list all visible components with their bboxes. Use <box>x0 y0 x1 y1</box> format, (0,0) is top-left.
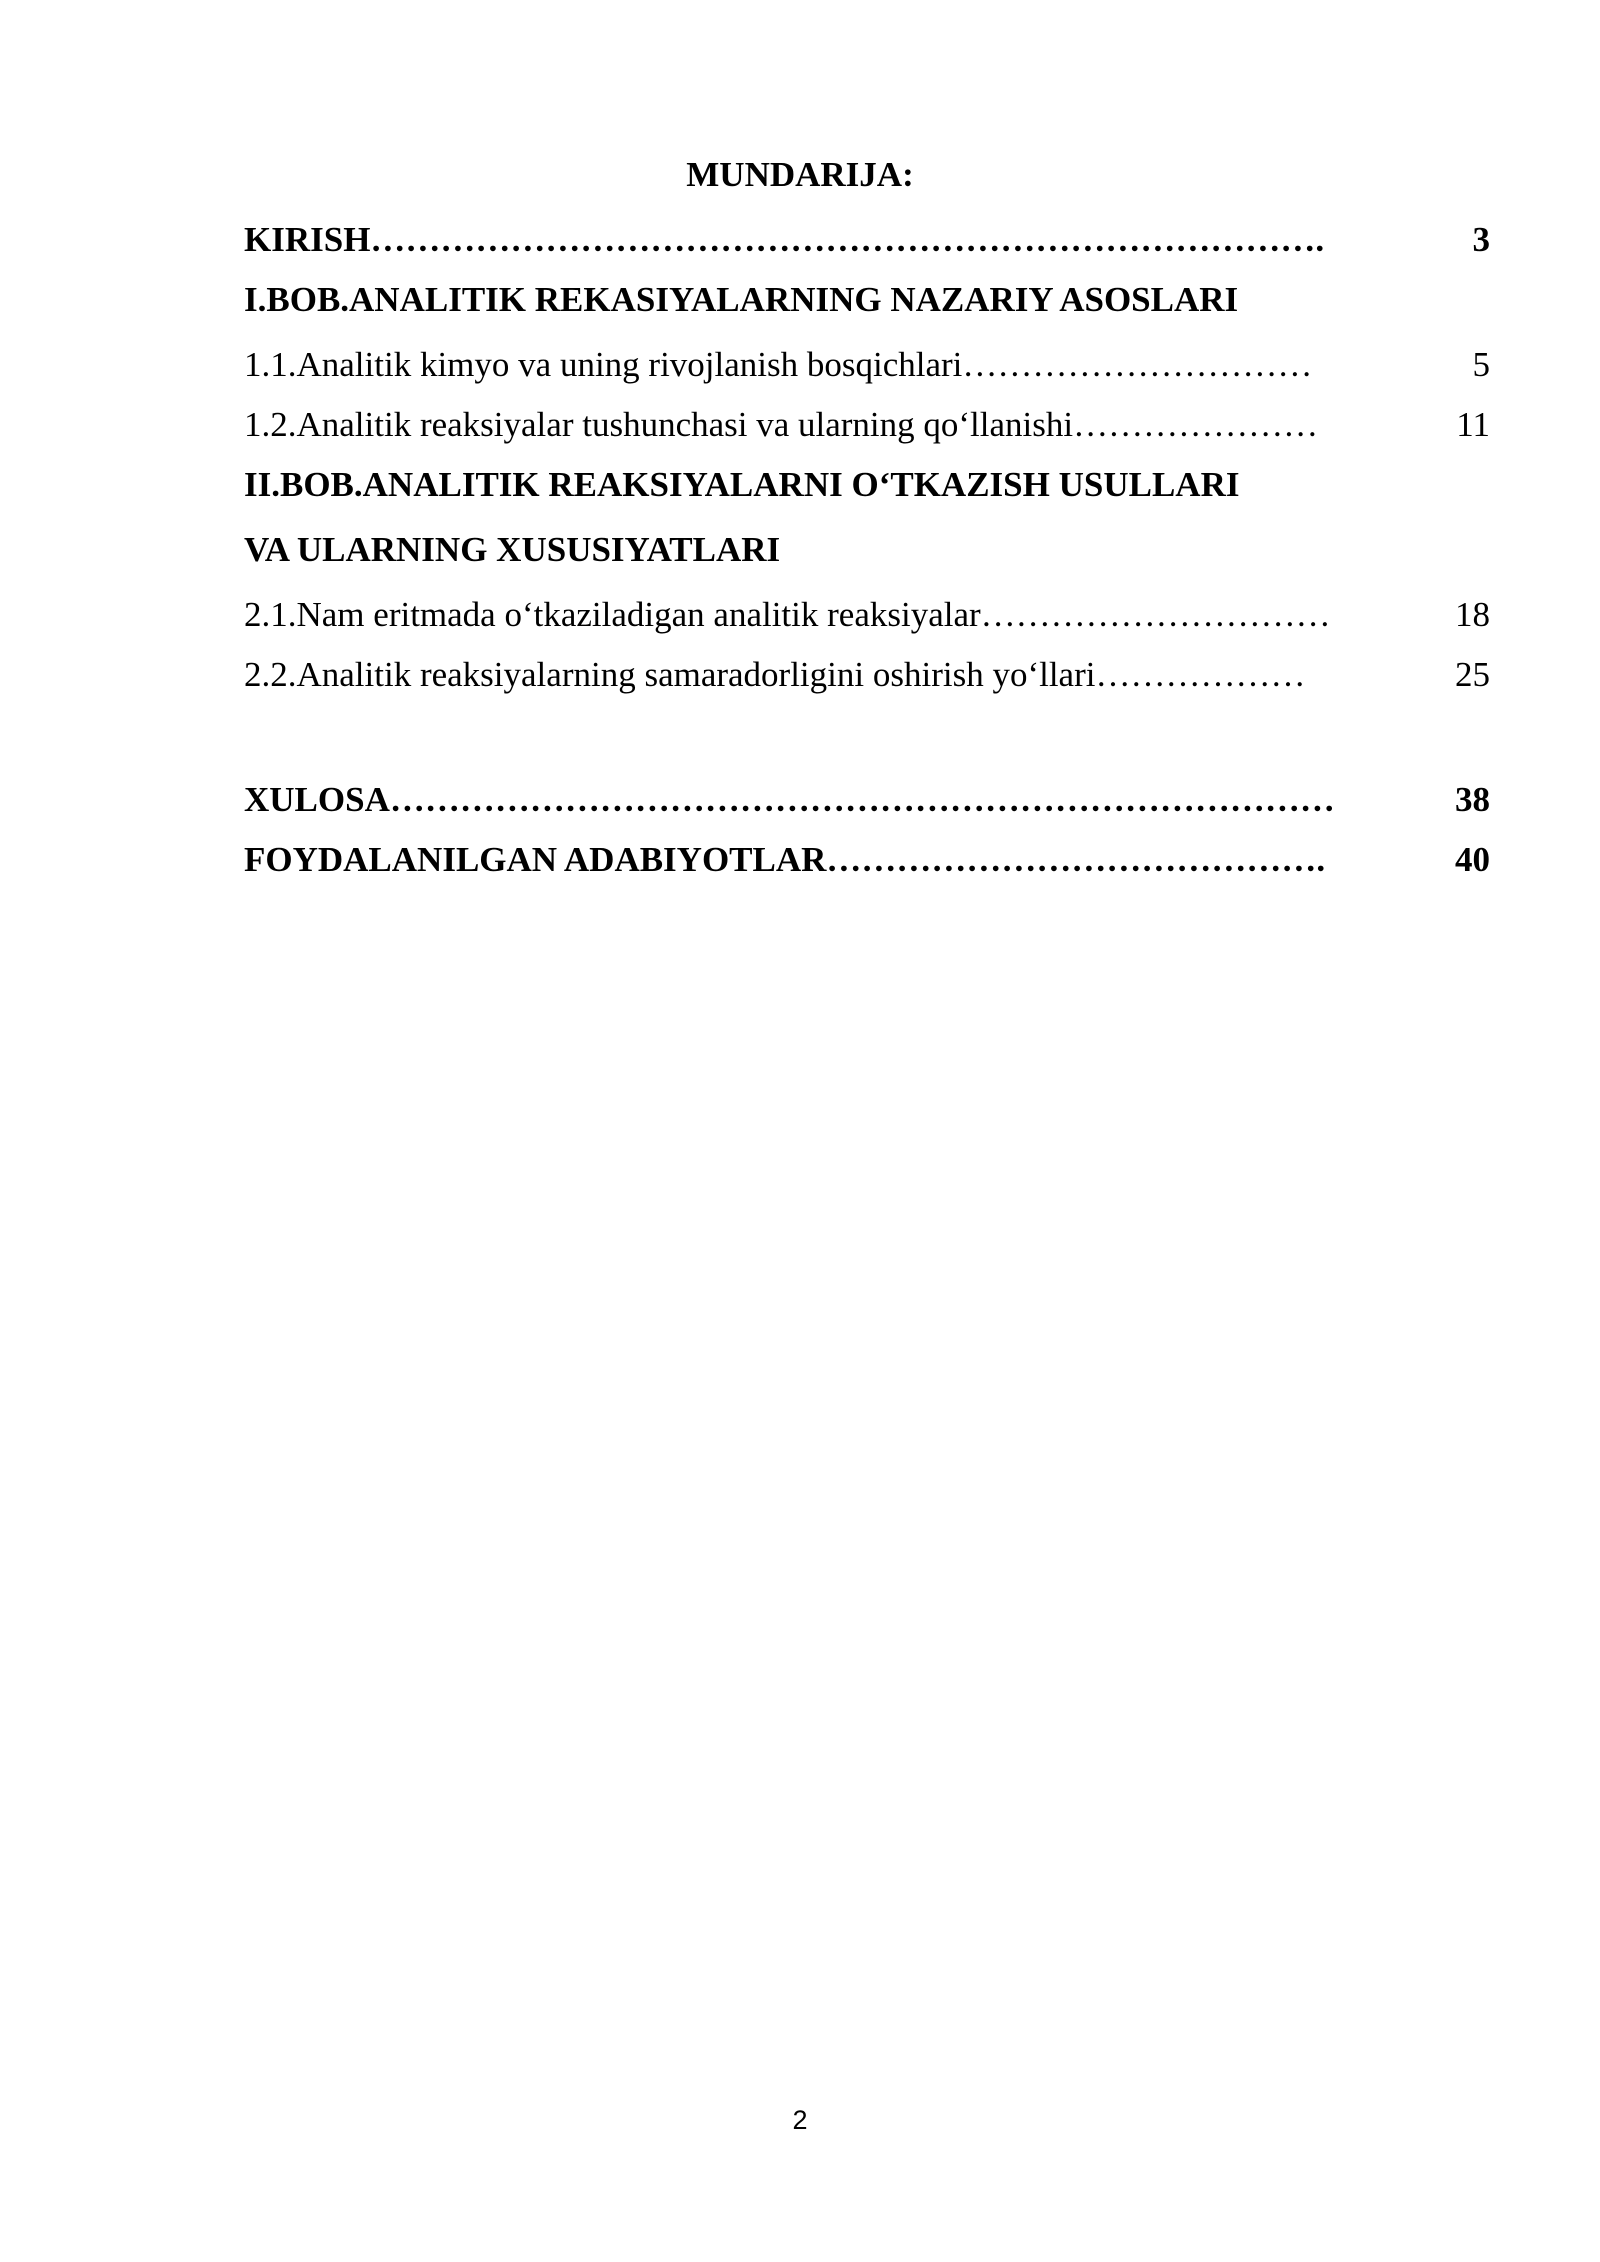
toc-chapter-2-heading-line-2 <box>244 520 1490 580</box>
toc-entry-2-2 <box>244 645 1490 705</box>
toc-entry-xulosa <box>244 770 1490 830</box>
toc-entry-text: VA ULARNING XUSUSIYATLARI <box>244 530 781 569</box>
toc-chapter-1-heading <box>244 270 1490 330</box>
toc-entry-foydalanilgan-adabiyotlar <box>244 830 1490 890</box>
toc-entry-2-1 <box>244 585 1490 645</box>
toc-entry-text: KIRISH………………………………………………………………………. <box>244 220 1325 259</box>
toc-entry-page-number: 40 <box>1455 840 1490 879</box>
toc-entry-text: XULOSA……………………………………………………………………… <box>244 780 1335 819</box>
toc-title: MUNDARIJA: <box>686 155 914 194</box>
toc-entry-text: FOYDALANILGAN ADABIYOTLAR……………………………………. <box>244 840 1326 879</box>
toc-entry-text: 1.2.Analitik reaksiyalar tushunchasi va ularning qo‘llanishi………………… <box>244 405 1319 444</box>
toc-entry-text: II.BOB.ANALITIK REAKSIYALARNI O‘TKAZISH USULLARI <box>244 465 1240 504</box>
toc-entry-kirish <box>244 210 1490 270</box>
toc-entry-page-number: 38 <box>1455 780 1490 819</box>
toc-entry-page-number: 25 <box>1455 655 1490 694</box>
page-number: 2 <box>792 2105 808 2135</box>
toc-entry-page-number: 5 <box>1472 345 1490 384</box>
toc-entry-page-number: 11 <box>1456 405 1490 444</box>
toc-chapter-2-heading <box>244 455 1490 515</box>
toc-entry-1-1 <box>244 335 1490 395</box>
toc-entry-text: 2.2.Analitik reaksiyalarning samaradorligini oshirish yo‘llari……………… <box>244 655 1306 694</box>
toc-entry-text: 1.1.Analitik kimyo va uning rivojlanish bosqichlari………………………… <box>244 345 1313 384</box>
toc-entry-page-number: 18 <box>1455 595 1490 634</box>
toc-entry-text: 2.1.Nam eritmada o‘tkaziladigan analitik reaksiyalar………………………… <box>244 595 1331 634</box>
toc-entry-1-2 <box>244 395 1490 455</box>
toc-entry-page-number: 3 <box>1472 220 1490 259</box>
toc-entry-text: I.BOB.ANALITIK REKASIYALARNING NAZARIY ASOSLARI <box>244 280 1239 319</box>
